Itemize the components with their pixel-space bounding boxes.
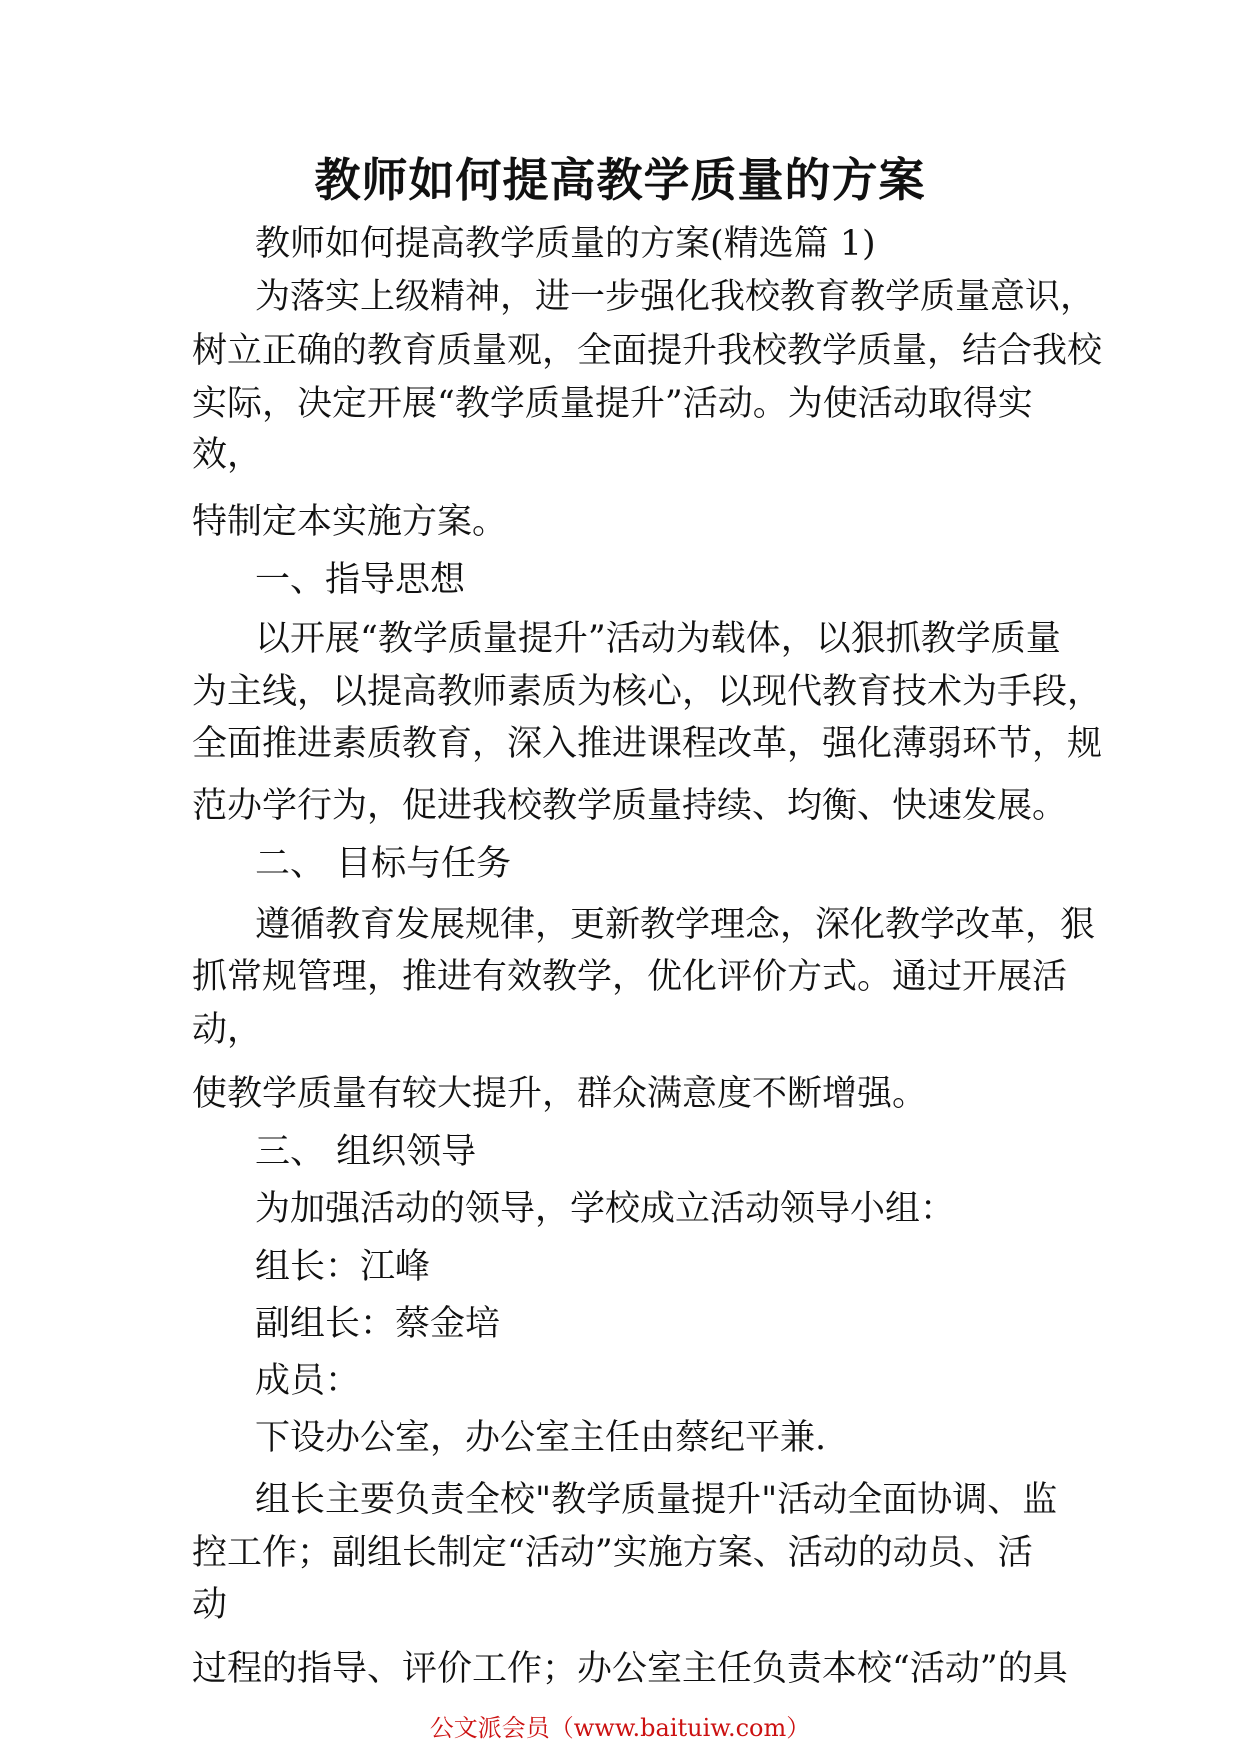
paragraph-line: 树立正确的教育质量观，全面提升我校教学质量，结合我校: [192, 331, 1103, 371]
paragraph-line: 下设办公室，办公室主任由蔡纪平兼.: [255, 1418, 827, 1458]
paragraph-line: 动，: [192, 1010, 263, 1050]
paragraph-line: 成员：: [255, 1361, 361, 1401]
paragraph-line: 范办学行为，促进我校教学质量持续、均衡、快速发展。: [192, 786, 1068, 826]
paragraph-line: 特制定本实施方案。: [192, 502, 508, 542]
paragraph-line: 副组长：蔡金培: [255, 1304, 501, 1344]
paragraph-line: 实际，决定开展“教学质量提升”活动。为使活动取得实: [192, 384, 1033, 424]
paragraph-line: 控工作；副组长制定“活动”实施方案、活动的动员、活: [192, 1533, 1033, 1573]
paragraph-line: 效，: [192, 435, 263, 475]
section-heading: 二、 目标与任务: [255, 844, 512, 884]
document-title: 教师如何提高教学质量的方案: [314, 153, 926, 207]
paragraph-line: 使教学质量有较大提升，群众满意度不断增强。: [192, 1074, 928, 1114]
paragraph-line: 组长：江峰: [255, 1247, 431, 1287]
paragraph-line: 抓常规管理，推进有效教学，优化评价方式。通过开展活: [192, 957, 1068, 997]
paragraph-line: 动: [192, 1585, 228, 1625]
paragraph-line: 为落实上级精神，进一步强化我校教育教学质量意识，: [255, 277, 1096, 317]
section-heading: 一、指导思想: [255, 560, 466, 600]
paragraph-line: 过程的指导、评价工作；办公室主任负责本校“活动”的具: [192, 1649, 1068, 1689]
paragraph-line: 遵循教育发展规律，更新教学理念，深化教学改革，狠: [255, 905, 1096, 945]
paragraph-line: 以开展“教学质量提升”活动为载体，以狠抓教学质量: [255, 619, 1061, 659]
paragraph-line: 组长主要负责全校"教学质量提升"活动全面协调、监: [255, 1480, 1058, 1520]
section-heading: 三、 组织领导: [255, 1132, 477, 1172]
paragraph-line: 为加强活动的领导，学校成立活动领导小组：: [255, 1189, 956, 1229]
paragraph-line: 为主线，以提高教师素质为核心，以现代教育技术为手段，: [192, 672, 1103, 712]
footer-watermark: 公文派会员（www.baituiw.com）: [429, 1714, 811, 1742]
paragraph-line: 全面推进素质教育，深入推进课程改革，强化薄弱环节，规: [192, 724, 1103, 764]
doc-subtitle: 教师如何提高教学质量的方案(精选篇 1): [255, 224, 876, 264]
